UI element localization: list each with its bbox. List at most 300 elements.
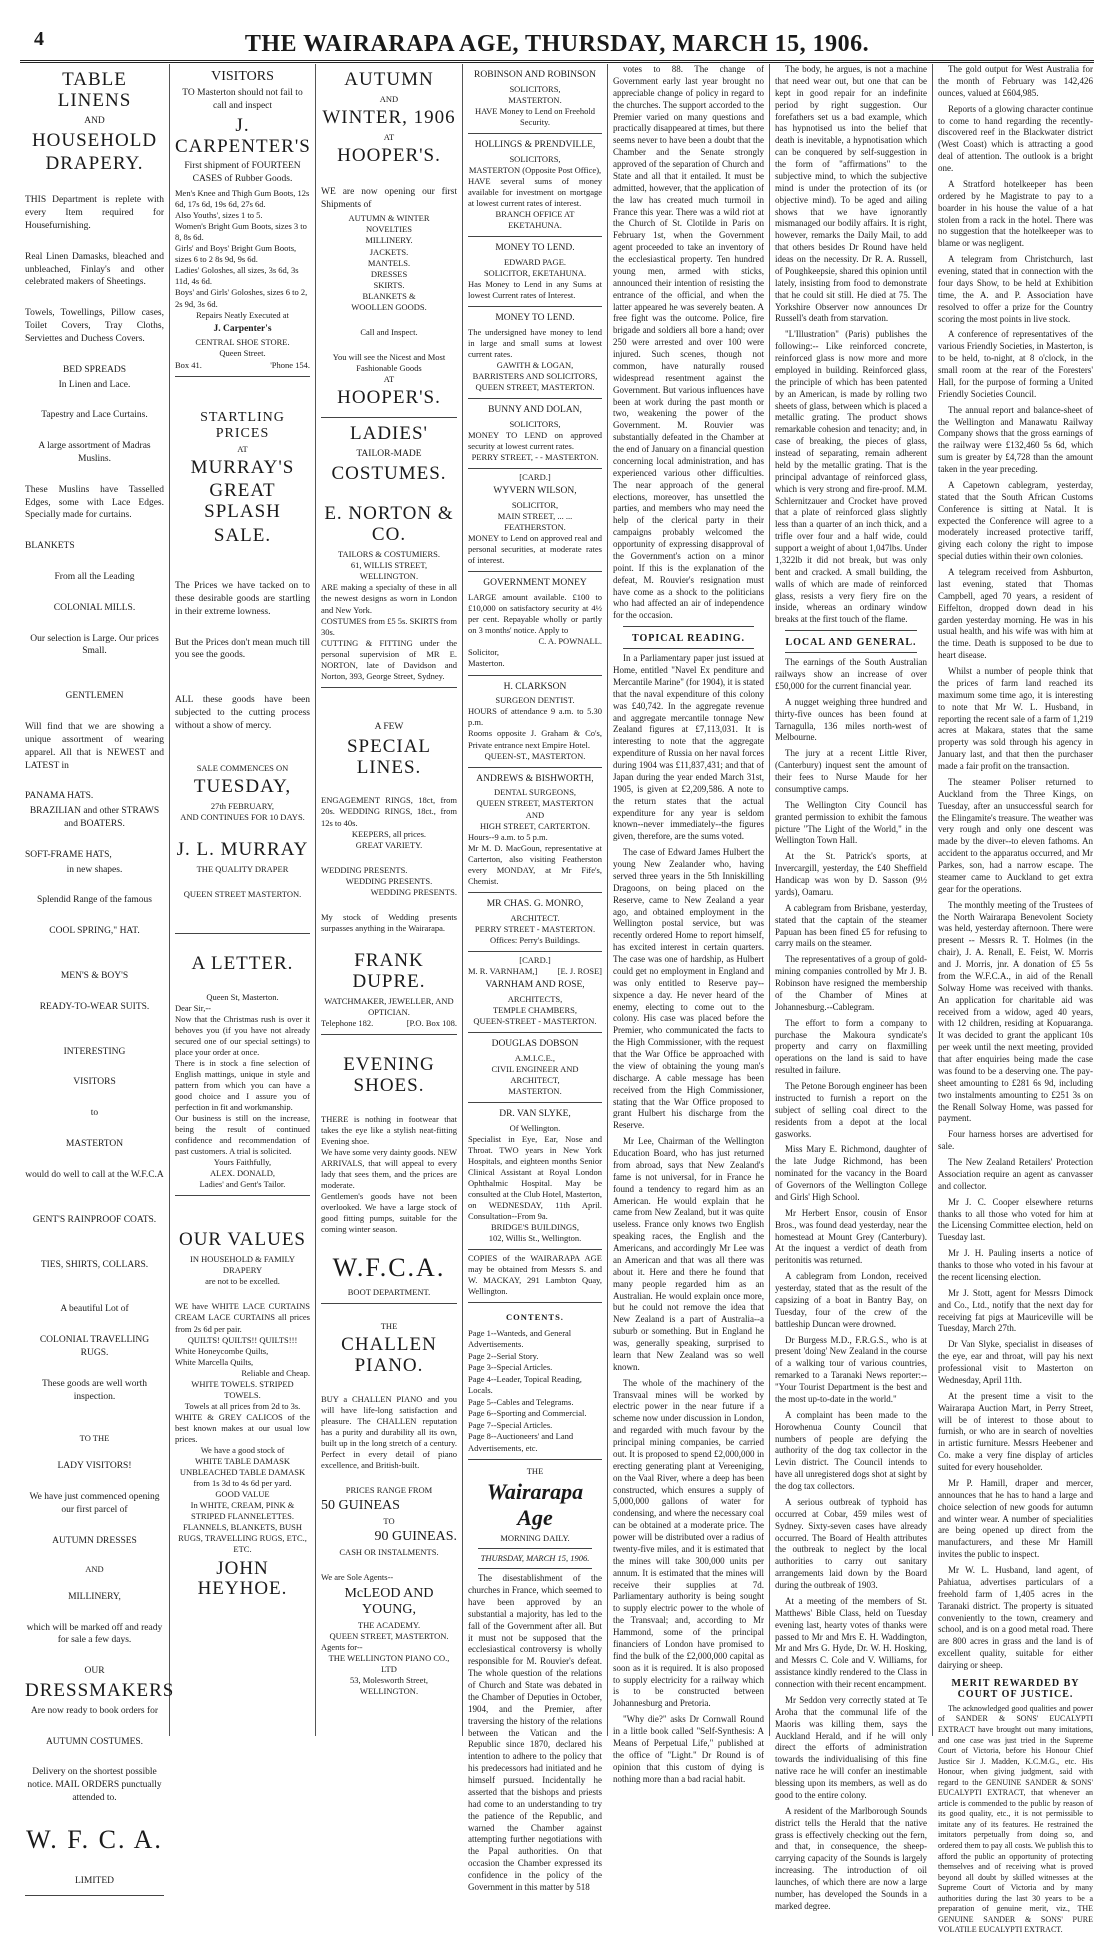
masthead-small: THE — [526, 1465, 544, 1476]
ad-text: BOOT DEPARTMENT. — [347, 1287, 431, 1298]
ad-text: Queen Street. — [219, 348, 266, 359]
article-paragraph: "L'Illustration" (Paris) publishes the following:-- Like reinforced concrete, reinforced glass is now more and more employed in building. Reinforced glass, the principle of which has been patented by an American, is made by rolling two sheets of glass, between which is placed a metallic grating. The product shows remarkable cohesion and tenacity; and, in case of breaking, the pieces of glass, instead of separating, remain adherent held by the metallic grating. That is the principal advantage of reinforced glass, which is very strong and fire-proof. M.M. Schlernitzauer and Crocket have proved that a plate of reinforced glass slightly less than a quarter of an inch thick, and a trifle over four and a half wide, could support a weight of about 1,047lbs. Under 1,322lb it did not break, but was only bent and cracked. A small building, the walls of which are made of reinforced glass, resists a very fiery fire on the inside, whereas an ordinary window breaks at the first touch of the flame. — [775, 329, 927, 625]
ad-text: Agents for-- — [321, 1641, 363, 1652]
ad-text: Our business is still on the increase, being the result of continued confidence and recommendation of past customers. A trial is solicited. — [175, 1113, 310, 1157]
card-text: [CARD.] — [519, 954, 551, 965]
card-text: Hours--9 a.m. to 5 p.m. — [468, 831, 548, 842]
column-2 — [170, 64, 316, 1736]
ad-text: TO THE — [79, 1433, 110, 1444]
masthead — [20, 28, 1094, 63]
ad-heading: W.F.C.A. — [332, 1253, 446, 1283]
ad-heading: MURRAY'S — [190, 456, 295, 478]
ad-heading: EVENING SHOES. — [343, 1053, 435, 1096]
ad-text: First shipment of FOURTEEN CASES of Rubber Goods. — [184, 161, 301, 185]
ad-heading: SALE. — [213, 525, 272, 547]
card-text: HOURS of attendance 9 a.m. to 5.30 p.m. — [468, 706, 602, 728]
local-item: At a meeting of the members of St. Matthews' Bible Class, held on Tuesday evening last, hearty votes of thanks were passed to Mr and Mrs E. H. Waddington, Mr and Mrs G. Hyde, Dr. W. H. Hosking, and Messrs C. Cole and V. Williams, for assistance kindly rendered to the Class in connection with their recent encampment. — [775, 1595, 927, 1689]
ad-text: MANTELS. — [367, 257, 411, 268]
card-heading: HOLLINGS & PRENDVILLE, — [474, 140, 596, 150]
contents-item: Page 3--Special Articles. — [468, 1362, 553, 1373]
ad-text: GREAT VARIETY. — [355, 839, 423, 850]
ad-text: WOOLLEN GOODS. — [351, 301, 427, 312]
ad-text: THE ACADEMY. — [357, 1619, 421, 1630]
ad-text: Yours Faithfully, — [213, 1157, 272, 1168]
local-item: A telegram received from Ashburton, last evening, stated that Thomas Campbell, aged 70 years, a resident of Eiffelton, dropped down dead in his garden yesterday morning. He was in his usual health, and his wife was with him at the time. Death is supposed to be due to heart disease. — [938, 567, 1093, 661]
ad-heading: COSTUMES. — [331, 462, 447, 484]
ad-text: Queen St, Masterton. — [206, 991, 279, 1002]
contents-item: Page 4--Leader, Topical Reading, Locals. — [468, 1373, 582, 1396]
column-5 — [608, 64, 770, 1784]
contents-heading: CONTENTS. — [506, 1312, 564, 1323]
card-text: QUEEN STREET, MASTERTON. — [475, 382, 595, 393]
card-heading: DR. VAN SLYKE, — [499, 1108, 571, 1119]
local-item: Mr P. Hamill, draper and mercer, announces that he has to hand a large and choice selection of new goods for autumn and winter wear. A number of specialities are being opened up direct from the manufacturers, and these Mr Hamill invites the public to inspect. — [938, 1477, 1093, 1560]
local-item: At the present time a visit to the Wairarapa Auction Mart, in Perry Street, will be of interest to those about to furnish, or who are in search of novelties in artistic furniture. Messrs Heebener and Co. make a very fine display of articles suited for every householder. — [938, 1390, 1093, 1472]
card-heading: MONEY TO LEND. — [495, 313, 575, 324]
ad-text: AT — [383, 373, 395, 384]
professional-card — [468, 64, 602, 134]
card-heading: WYVERN WILSON, — [493, 486, 577, 497]
ad-text: BRAZILIAN and other STRAWS and BOATERS. — [29, 806, 160, 829]
wfca-advertisement — [25, 64, 175, 1896]
ad-text: AND — [84, 115, 105, 126]
ad-heading: J. L. MURRAY — [176, 838, 309, 860]
ad-text: TO Masterton should not fail to call and inspect — [182, 88, 303, 111]
ad-heading: OUR VALUES — [178, 1229, 306, 1251]
local-item: The annual report and balance-sheet of the Wellington and Manawatu Railway Company shows that the gross earnings of the railway were £132,460 5s 6d, which sum is greater by £4,728 than the amount taken in the year preceding. — [938, 404, 1093, 474]
ad-text: INTERESTING — [63, 1046, 126, 1057]
contents-box — [468, 1303, 602, 1460]
card-text: Of Wellington. — [509, 1122, 561, 1133]
ad-text: PANAMA HATS. — [25, 791, 94, 802]
contents-item: Page 1--Wanteds, and General Advertisements. — [468, 1327, 572, 1350]
ad-text: KEEPERS, all prices. — [351, 828, 427, 839]
ad-text: Ladies' Goloshes, all sizes, 3s 6d, 3s 11d, 4s 6d. — [175, 265, 299, 287]
card-text: Masterton. — [468, 658, 505, 669]
ad-text: NOVELTIES — [366, 224, 412, 235]
ad-text: Dear Sir,-- — [175, 1002, 212, 1013]
article-paragraph: In a Parliamentary paper just issued at Home, entitled "Navel Ex penditure and Mercantile Marine" (for 1904), it is stated that the naval expenditure of this colony was £40,742. In the aggregate revenue and aggregate mercantile tonnage New Zealand figures at £7,113,031. It is interesting to note that the aggregate expenditure of Russia on her naval forces during 1904 was £11,837,431; and that of Japan during the year ended March 31st, 1905, is given at £2,209,586. A note to the return states that the actual expenditure for any year is seldom known--never immediately--the figures given, therefore, are the sums voted. — [613, 653, 764, 842]
card-text: MONEY to Lend on approved real and personal securities, at moderate rates of interest. — [468, 533, 602, 566]
ad-text: THE QUALITY DRAPER — [196, 863, 289, 874]
ad-heading: FRANK DUPRE. — [352, 949, 426, 992]
card-heading: MONEY TO LEND. — [495, 243, 575, 254]
card-text: CIVIL ENGINEER AND ARCHITECT, — [491, 1063, 579, 1085]
newspaper-title: THE WAIRARAPA AGE, THURSDAY, MARCH 15, 1906. — [244, 30, 870, 57]
card-heading: GOVERNMENT MONEY — [483, 578, 587, 589]
card-text: C. A. POWNALL. — [538, 636, 602, 647]
local-item: The gold output for West Australia for the month of February was 142,426 ounces, valued at £604,985. — [938, 64, 1093, 98]
ad-text: White Marcella Quilts, — [175, 1356, 254, 1367]
local-item: The monthly meeting of the Trustees of the North Wairarapa Benevolent Society was held, yesterday afternoon. There were present -- Messrs R. T. Holmes (in the chair), J. A. Renall, E. Feist, W. Morris and J. Morris, jnr. A donation of £5 5s from the W.F.C.A., in aid of the Renall Solway Home was received with thanks. An application for charitable aid was received from a widow, aged 40 years, with 12 children, residing at Kopuaranga. It was decided to grant the applicant 10s per week until the next meeting, provided that after enquiries being made the case was found to be a deserving one. The pay-sheet amounting to £281 6s 9d, including two instalments amounting to £251 3s on the Renall Solway Home, was passed for payment. — [938, 899, 1093, 1124]
columns — [20, 64, 1098, 1935]
card-text: Rooms opposite J. Graham & Co's, Private entrance next Empire Hotel. — [468, 728, 602, 750]
local-item: A Stratford hotelkeeper has been ordered by he Magistrate to pay to a boarder in his house the value of a hat stolen from a rack in the hotel. There was no suggestion that the hotelkeeper was to blame or was negligent. — [938, 178, 1093, 249]
ad-text: Now that the Christmas rush is over it behoves you (if you have not already secured one of our special settings) to place your order at once. — [175, 1013, 310, 1057]
ad-text: OUR — [84, 1666, 105, 1677]
card-text: QUEEN STREET, MASTERTON — [476, 798, 594, 809]
ad-text: CUTTING & FITTING under the personal supervision of MR E. NORTON, late of Davidson and Norton, 393, George Street, Sydney. — [321, 637, 457, 681]
ad-text: MEN'S & BOY'S — [60, 971, 129, 981]
article-paragraph: "Why die?" asks Dr Cornwall Round in a little book called "Self-Synthesis: A Means of Perpetual Life," published at the office of "Light." Dr Round is of opinion that this custom of dying is nothing more than a bad racial habit. — [613, 1714, 764, 1784]
hoopers-advertisement — [321, 64, 457, 418]
heyhoe-advertisement — [175, 1196, 310, 1608]
local-item: A cablegram from London, received yesterday, stated that as the result of the capsizing of a boat in Bantry Bay, on Tuesday, four of the crew of the battleship Duncan were drowned. — [775, 1271, 927, 1329]
ad-text: AND — [379, 93, 399, 104]
local-item: A cablegram from Brisbane, yesterday, stated that the captain of the steamer Papuan has been fined £5 for refusing to carry mails on the steamer. — [775, 902, 927, 949]
card-text: QUEEN-STREET - MASTERTON. — [473, 1015, 597, 1026]
ad-heading: DRESSMAKERS — [25, 1679, 175, 1701]
contents-item: Page 8--Auctioneers' and Land Advertisements, etc. — [468, 1431, 574, 1453]
ad-heading: CHALLEN PIANO. — [341, 1334, 437, 1377]
ad-text: AUTUMN & WINTER — [348, 213, 430, 224]
ad-text: A FEW — [374, 721, 404, 732]
ad-heading: GREAT SPLASH — [204, 480, 281, 523]
card-text: BRANCH OFFICE AT EKETAHUNA. — [495, 209, 575, 231]
ad-text: would do well to call at the W.F.C.A — [25, 1169, 164, 1180]
card-text: SURGEON DENTIST. — [495, 695, 575, 706]
ad-text: Men's Knee and Thigh Gum Boots, 12s 6d, 17s 6d, 19s 6d, 27s 6d. — [175, 188, 310, 210]
professional-card — [468, 572, 602, 675]
contents-item: Page 2--Serial Story. — [468, 1350, 539, 1361]
ad-text: AUTUMN DRESSES — [52, 1535, 137, 1546]
article-paragraph: Mr Lee, Chairman of the Wellington Education Board, who has just returned from abroad, says that New Zealand's fame is not universal, for in France he found a tendency to regard him as an American. He would explain that he came from New Zealand, but it was quite useless. France only knows two English speaking races, the English and the Americans, and accordingly Mr Lee was an American and that was all there was about it. Here and there he found that many people regarded him as an Australian. He would explain once more, but he could not remove the idea that New Zealand is a part of Australia--a suburb or something. But in England he was, generally speaking, surprised to learn that New Zealand was so well known. — [613, 1136, 764, 1372]
ad-text: Women's Bright Gum Boots, sizes 3 to 8, 8s 6d. — [175, 221, 307, 243]
card-text: SOLICITOR, — [511, 500, 559, 511]
ad-text: GENTLEMEN — [65, 691, 124, 702]
ad-text: THE — [380, 1321, 398, 1332]
ad-text: From all the Leading — [54, 572, 135, 582]
column-6 — [770, 64, 933, 1911]
challen-piano-advertisement — [321, 1304, 457, 1702]
ad-text: You will see the Nicest and Most Fashionable Goods — [332, 351, 446, 373]
ad-text: WEDDING PRESENTS. — [345, 875, 433, 886]
ad-text: White Honeycombe Quilts, — [175, 1345, 269, 1356]
local-item: A complaint has been made to the Horowhenua County Council that numbers of people are defying the authority of the dog tax collector in the Levin district. The Council intends to have all unregistered dogs shot at sight by the dog tax collectors. — [775, 1409, 927, 1491]
ad-text: Also Youths', sizes 1 to 5. — [175, 210, 263, 221]
contents-item: Page 5--Cables and Telegrams. — [468, 1396, 574, 1407]
card-text: The undersigned have money to lend in large and small sums at lowest current rates. — [468, 326, 602, 360]
professional-card — [468, 469, 602, 572]
ad-heading: TABLE LINENS — [57, 69, 132, 111]
ad-text: AT — [383, 131, 395, 142]
card-text: BARRISTERS AND SOLICITORS, — [472, 371, 598, 382]
ad-text: which will be marked off and ready for sale a few days. — [26, 1622, 163, 1646]
local-item: The New Zealand Retailers' Protection Association require an agent as canvasser and collector. — [938, 1157, 1093, 1191]
ad-heading: TUESDAY, — [193, 775, 292, 797]
ad-text: 61, WILLIS STREET, WELLINGTON. — [350, 560, 428, 582]
card-text: HAVE Money to Lend on Freehold Security. — [474, 105, 595, 127]
card-heading: ANDREWS & BISHWORTH, — [476, 773, 594, 784]
card-text: MASTERTON. — [508, 94, 562, 105]
card-text: LARGE amount available. £100 to £10,000 on satisfactory security at 4½ per cent. Repayable wholly or partly on 3 months' notice. Apply to — [468, 592, 602, 636]
card-text: TEMPLE CHAMBERS, — [492, 1004, 578, 1015]
ad-heading: VISITORS — [211, 69, 274, 84]
ad-text: JACKETS. — [369, 246, 409, 257]
column-4 — [463, 64, 608, 1892]
ad-text: LIMITED — [74, 1875, 115, 1886]
ad-text: to — [90, 1108, 99, 1119]
ad-text: Delivery on the shortest possible notice. MAIL ORDERS punctually attended to. — [27, 1767, 162, 1804]
ad-text: McLEOD AND YOUNG, — [344, 1585, 434, 1617]
ad-heading: DRAPERY. — [45, 153, 144, 175]
ad-text: ALEX. DONALD, — [210, 1168, 275, 1179]
local-item: The Petone Borough engineer has been instructed to furnish a report on the subject of selling coal direct to the residents from a depot at the local gasworks. — [775, 1081, 927, 1139]
ad-text: In Linen and Lace. — [58, 379, 131, 390]
ad-text: UNBLEACHED TABLE DAMASK from 1s 3d to 4s 6d per yard. — [179, 1467, 306, 1489]
ad-text: A large assortment of Madras Muslins. — [38, 441, 151, 464]
local-item: Mr J. Stott, agent for Messrs Dimock and Co., Ltd., notify that the next day for receiving fat pigs at Mauriceville will be Tuesday, March 27th. — [938, 1287, 1093, 1334]
editorial — [468, 1466, 602, 1894]
card-text: HIGH STREET, CARTERTON. — [479, 820, 591, 831]
ad-text: Repairs Neatly Executed at — [196, 309, 289, 320]
norton-advertisement — [321, 418, 457, 688]
local-item: A resident of the Marlborough Sounds district tells the Herald that the native grass is effectively checking out the fern, and that, in consequence, the sheep-carrying capacity of the Sounds is largely increasing. The introduction of oil launches, of which there are now a large number, has developed the Sounds in a marked degree. — [775, 1805, 927, 1911]
ad-text: WELLINGTON. — [359, 1685, 419, 1696]
card-heading: MR CHAS. G. MONRO, — [486, 898, 584, 909]
ad-text: A beautiful Lot of — [60, 1304, 129, 1315]
card-text: COPIES of the WAIRARAPA AGE may be obtained from Messrs S. and W. MACKAY, 291 Lambton Quay, Wellington. — [468, 1253, 602, 1297]
ad-text: Ladies' and Gent's Tailor. — [199, 1179, 286, 1190]
ad-text: in new shapes. — [66, 864, 123, 875]
local-item: A serious outbreak of typhoid has occurred at Cobar, 459 miles west of Sydney. Sixty-seven cases have already occurred. The Board of Health attributes the outbreak to neglect by the local authorities to carry out sanitary arrangements laid down by the Board during the outbreak of 1903. — [775, 1496, 927, 1590]
professional-card — [468, 134, 602, 237]
ad-text: J. Carpenter's — [213, 323, 272, 334]
ad-text: Towels, Towellings, Pillow cases, Toilet Covers, Tray Cloths, Serviettes and Duchess Covers. — [25, 308, 164, 344]
ad-heading: SPECIAL LINES. — [346, 735, 432, 778]
ad-heading: AUTUMN — [344, 69, 434, 90]
card-text: GAWITH & LOGAN, — [496, 360, 574, 371]
local-item: The Wellington City Council has granted permission to exhibit the famous picture "The Light of the World," in the Wellington Town Hall. — [775, 799, 927, 846]
card-text: Offices: Perry's Buildings. — [490, 934, 580, 945]
ad-heading: JOHN HEYHOE. — [197, 1557, 288, 1600]
ad-text: ENGAGEMENT RINGS, 18ct, from 20s. WEDDING RINGS, 18ct., from 12s to 40s. — [321, 795, 457, 828]
contents-item: Page 7--Special Articles. — [468, 1419, 553, 1430]
ad-text: Gentlemen's goods have not been overlooked. We have a large stock of good fitting pumps, suitable for the coming winter season. — [321, 1190, 457, 1235]
ad-text: TAILOR-MADE — [356, 448, 422, 459]
ad-text: Real Linen Damasks, bleached and unbleached, Finlay's and other celebrated makers of Sheetings. — [25, 251, 164, 288]
local-item: Mr J. C. Cooper elsewhere returns thanks to all those who voted for him at the Licensing Committee election, held on Tuesday last. — [938, 1196, 1093, 1243]
ad-text: FLANNELS, BLANKETS, BUSH RUGS, TRAVELLING RUGS, ETC., ETC. — [178, 1522, 307, 1555]
masthead-small: MORNING DAILY. — [500, 1533, 570, 1544]
ad-text: MASTERTON — [65, 1139, 124, 1150]
ad-heading: STARTLING PRICES — [200, 409, 285, 441]
card-text: ARCHITECT. — [510, 912, 560, 923]
ad-text: WE have WHITE LACE CURTAINS CREAM LACE CURTAINS all prices from 2s 6d per pair. — [175, 1301, 310, 1334]
card-text: SOLICITORS, — [509, 83, 561, 94]
ad-text: But the Prices don't mean much till you see the goods. — [175, 637, 310, 661]
section-heading: MERIT REWARDED BY COURT OF JUSTICE. — [951, 1677, 1080, 1700]
ad-text: COOL SPRING," HAT. — [49, 926, 140, 937]
ad-heading: W. F. C. A. — [26, 1824, 163, 1854]
ad-text: QUEEN STREET MASTERTON. — [183, 888, 302, 899]
copies-notice — [468, 1250, 602, 1303]
card-text: M. R. VARNHAM,] — [468, 965, 538, 976]
ad-heading: HOUSEHOLD — [31, 129, 158, 151]
ad-text: COLONIAL MILLS. — [53, 602, 136, 613]
ad-text: [P.O. Box 108. — [406, 1017, 457, 1028]
ad-text: IN HOUSEHOLD & FAMILY DRAPERY — [189, 1254, 295, 1276]
ad-text: Call and Inspect. — [360, 326, 418, 337]
local-item: A Capetown cablegram, yesterday, stated that the South African Customs Conference is sitting at Natal. It is expected the Conference will agree to a moderately increased protective tariff, giving each colony the right to impose special duties within their own colonies. — [938, 479, 1093, 562]
ad-text: ARE making a specialty of these in all the newest designs as worn in London and New York. — [321, 582, 457, 615]
local-item: Reports of a glowing character continue to come to hand regarding the recently-discovered reef in the Blackwater district (West Coast) which is attracting a good deal of attention. The outlook is a bright one. — [938, 103, 1093, 173]
local-item: The representatives of a group of gold-mining companies controlled by Mr J. B. Robinson have resigned the membership of the Chamber of Mines at Johannesburg.--Cablegram. — [775, 954, 927, 1012]
page-number: 4 — [34, 28, 44, 50]
card-text: MAIN STREET, ... ... FEATHERSTON. — [497, 511, 573, 533]
card-text: [CARD.] — [519, 472, 551, 483]
ad-text: QUEEN STREET, MASTERTON. — [329, 1630, 449, 1641]
ad-text: TO — [383, 1516, 395, 1527]
ad-text: My stock of Wedding presents surpasses anything in the Wairarapa. — [321, 911, 457, 933]
ad-text: BED SPREADS — [62, 364, 127, 375]
local-item: Miss Mary E. Richmond, daughter of the late Judge Richmond, has been nominated for the vacancy in the Board of Governors of the Wellington College and Girls' High School. — [775, 1144, 927, 1202]
ad-text: LADY VISITORS! — [57, 1461, 132, 1472]
ad-text: Telephone 182. — [321, 1017, 374, 1028]
card-heading: ROBINSON AND ROBINSON — [474, 70, 596, 80]
ad-text: SKIRTS. — [373, 279, 405, 290]
ad-text: WATCHMAKER, JEWELLER, AND OPTICIAN. — [324, 995, 454, 1017]
card-text: Specialist in Eye, Ear, Nose and Throat. TWO years in New York Hospitals, and eighteen months Senior Clinical Assistant at Royal London Ophthalmic Hospital. May be consulted at the Club Hotel, Masterton, on WEDNESDAY, 11th April. Consultation--From 9a. — [468, 1133, 602, 1222]
card-text: PERRY STREET - MASTERTON. — [474, 923, 596, 934]
local-item: A nugget weighing three hundred and thirty-five ounces has been found at Tarnagulla, 136 miles north-west of Melbourne. — [775, 696, 927, 743]
ad-text: AT — [237, 443, 248, 454]
local-item: Dr Burgess M.D., F.R.G.S., who is at present 'doing' New Zealand in the course of a walking tour of various countries, remarked to a Taranaki News reporter:--"Your Tourist Department is the best and the most up-to-date in the world." — [775, 1334, 927, 1404]
local-item: The earnings of the South Australian railways show an increase of over £50,000 for the current financial year. — [775, 657, 927, 691]
ad-text: WE are now opening our first Shipments of — [321, 186, 457, 210]
ad-text: PRICES RANGE FROM — [345, 1485, 433, 1496]
newspaper-nameplate: Wairarapa Age — [486, 1479, 584, 1531]
ad-text: 27th FEBRUARY, — [210, 800, 275, 811]
card-text: A.M.I.C.E., — [514, 1052, 556, 1063]
ad-text: TIES, SHIRTS, COLLARS. — [40, 1259, 149, 1270]
ad-heading: WINTER, 1906 — [322, 106, 456, 128]
ad-text: THERE is nothing in footwear that takes the eye like a stylish neat-fitting Evening shoe. — [321, 1113, 457, 1146]
ad-text: BLANKETS — [25, 541, 75, 552]
card-text: SOLICITORS, — [509, 419, 561, 430]
card-text: BRIDGE'S BUILDINGS, — [491, 1222, 579, 1233]
contents-item: Page 6--Sporting and Commercial. — [468, 1408, 587, 1419]
ad-text: Tapestry and Lace Curtains. — [41, 410, 148, 421]
card-text: EDWARD PAGE. — [503, 256, 567, 267]
ad-text: Girls' and Boys' Bright Gum Boots, sizes 6 to 2 8s 9d, 9s 6d. — [175, 243, 297, 265]
professional-card — [468, 893, 602, 952]
article-paragraph: The whole of the machinery of the Transvaal mines will be worked by electric power in the near future if a scheme now under discussion in London, and regarded with much favour by the principal mining companies, be carried out. It is proposed to spend £2,000,000 in erecting generating plant at Vereeniging, on the Vaal River, where a deep has been constructed, which ensures a supply of 5,000,000 gallons of water for condensing, and where the necessary coal can be obtained at a moderate price. The power will be distributed over a radius of twenty-five miles, and it is estimated that the mines will take 300,000 units per annum. It is estimated that the mines will receive their supplies at 7d. Parliamentary authority is being sought to supply electric power to the whole of the Transvaal; and, according to Mr Hammond, some of the principal financiers of London have promised to find the bulk of the £2,000,000 capital as soon as it is required. It is also proposed to supply electricity for a railway which is to be constructed between Johannesburg and Pretoria. — [613, 1377, 764, 1709]
ad-text: COSTUMES from £5 5s. SKIRTS from 30s. — [321, 615, 457, 637]
dupre-advertisement — [321, 688, 457, 1035]
ad-text: Boys' and Girls' Goloshes, sizes 6 to 2, 2s 9d, 3s 6d. — [175, 287, 308, 309]
card-text: AND — [525, 809, 545, 820]
ad-text: Box 41. — [175, 359, 202, 370]
article-paragraph: The body, he argues, is not a machine that need wear out, but one that can be kept in good repair for an indefinite period by right suggestion. Our forefathers set us a bad example, which has hypnotised us into the belief that death is inevitable, a hypnotisation which can be conquered by self-suggestion in the form of "affirmations" to the subjective mind, to which the subjective mind is under the protection of its (or objective mind). To be aged and ailing shows that we have ignorantly mismanaged our bodily affairs. It is right, however, remarks the Daily Mail, to add that others besides Dr Round have held ideas on the necessity. Dr R. A. Russell, of Poughkeepsie, shared this opinion until lately, insisting from food to demonstrate that he could sit still. He died at 75. The Yorkshire Observer now announces Dr Russell's death from starvation. — [775, 64, 927, 324]
professional-card — [468, 768, 602, 893]
ad-text: QUILTS! QUILTS!! QUILTS!!! — [187, 1334, 298, 1345]
ad-heading: HOOPER'S. — [337, 387, 441, 408]
card-text: MONEY TO LEND on approved security at lowest current rates. — [468, 430, 602, 452]
ad-text: 53, Molesworth Street, — [350, 1674, 428, 1685]
professional-card — [468, 307, 602, 399]
ad-text: ALL these goods have been subjected to the cutting process without a show of mercy. — [175, 695, 310, 731]
ad-text: Towels at all prices from 2d to 3s. — [184, 1400, 301, 1411]
ad-text: 90 GUINEAS. — [374, 1529, 457, 1545]
ad-text: AUTUMN COSTUMES. — [45, 1736, 144, 1747]
card-text: Has Money to Lend in any Sums at lowest Current rates of Interest. — [468, 279, 602, 301]
ad-text: These Muslins have Tasselled Edges, some with Lace Edges. Specially made for curtains. — [25, 484, 164, 521]
local-item: At the St. Patrick's sports, at Invercargill, yesterday, the £40 Sheffield Handicap was won by D. Sasson (9½ yards), Oamaru. — [775, 851, 927, 897]
advertorial-text: The acknowledged good qualities and power of SANDER & SONS' EUCALYPTI EXTRACT have brought out many imitations, and one case was just tried in the Supreme Court of Victoria, before his Honour Chief Justice Sir J. Madden, K.C.M.G., etc. His Honour, when giving judgment, said with regard to the GENUINE SANDER & SONS' EUCALYPTI EXTRACT, that whenever an article is commended to the public by reason of its good quality, etc., it is not permissible to imitate any of its features. He restrained the imitators perpetually from doing so, and ordered them to pay all costs. We publish this to afford the public an opportunity of protecting themselves and of receiving what is proved beyond all doubt by skilled witnesses at the Supreme Court of Victoria and by many authorities during the last 30 years to be a preparation of genuine merit, viz., THE GENUINE SANDER & SONS' PURE VOLATILE EUCALYPTI EXTRACT. — [938, 1703, 1093, 1935]
professional-card — [468, 237, 602, 307]
ad-text: BLANKETS & — [362, 290, 416, 301]
ad-text: Reliable and Cheap. — [241, 1367, 310, 1378]
local-item: Dr Van Slyke, specialist in diseases of the eye, ear and throat, will pay his next professional visit to Masterton on Wednesday, April 11th. — [938, 1339, 1093, 1385]
card-text: Mr M. D. MacGoun, representative at Carterton, also visiting Featherston every MONDAY, at Mr Fife's, Chemist. — [468, 842, 602, 886]
ad-text: MILLINERY. — [365, 235, 413, 246]
editorial-text: The disestablishment of the churches in France, which seemed to have been approved by an substantial a majority, has led to the fall of the Government after all. But it must not be supposed that the ecclesiastical controversy is wholly responsible for M. Rouvier's defeat. The whole question of the relations of Church and State was debated in the Chamber of Deputies in October, 1904, and the Premier, after traversing the history of the relations between the Vatican and the Republic since 1870, declared his intention to adhere to the policy that his predecessors had initiated and he himself pursued. Incidentally he asserted that the bishops and priests had come to an understanding to try the patience of the Republic, and warned the Chamber against attempting further negotiations with the Papal authorities. On that occasion the Chamber expressed its confidence in the policy of the Government in this matter by 518 — [468, 1573, 602, 1892]
ad-text: CASH OR INSTALMENTS. — [339, 1547, 439, 1558]
card-text: SOLICITOR, EKETAHUNA. — [483, 268, 587, 278]
ad-text: AND — [85, 1563, 104, 1574]
card-heading: VARNHAM AND ROSE, — [485, 979, 585, 990]
ad-text: Our selection is Large. Our prices Small. — [30, 633, 159, 657]
ad-text: TAILORS & COSTUMIERS. — [337, 549, 441, 560]
card-text: [E. J. ROSE] — [557, 965, 602, 976]
professional-card — [468, 1103, 602, 1250]
section-heading: TOPICAL READING. — [631, 633, 746, 645]
ad-text: We are Sole Agents-- — [321, 1572, 394, 1583]
local-item: The steamer Poliser returned to Auckland from the Three Kings, on Tuesday, after an unsuccessful search for the Elingamite's treasure. The weather was very rough and only one descent was made by the diver--to eleven fathoms. An accident to the apparatus occurred, and Mr Parkes, son, had a narrow escape. The steamer came to Auckland to get extra gear for the operations. — [938, 776, 1093, 894]
ad-text: DRESSES — [370, 268, 408, 279]
evening-shoes-advertisement — [321, 1035, 457, 1304]
ad-text: COLONIAL TRAVELLING RUGS. — [39, 1335, 150, 1358]
section-heading: LOCAL AND GENERAL. — [785, 637, 917, 649]
editorial-text: votes to 88. The change of Government early last year brought no appreciable change of policy in regard to the churches. The support accorded to the Premier varied on many questions and practically disappeared at times, but there seems never to have been a doubt that the Chamber and the Senate strongly approved of the separation of Church and State and all that it entailed. It must be admitted, however, that the application of the law has created much turmoil in France this year. There was a wild riot at the Church of St. Clotilde in Paris on February 1st, when the Government agent proceeded to take an inventory of the ecclesiastical property. Ten hundred young men, armed with sticks, announced their intention of resisting the entrance of the official, and when the latter appeared he was severely beaten. A free fight was the outcome. Police, fire brigade and soldiers all bore a hand; over 250 were arrested and over 100 were injured. Such scenes, though not common, have naturally roused widespread resentment against the Government. But various influences have been at work during the past month or two, weakening the power of the Government. M. Rouvier was substantially defeated in the Chamber at the end of January on a financial question concerning local administration, and has experienced various other difficulties. The near approach of the general elections, moreover, has unsettled the parties, and members who may need the help of the clerical party in their campaigns probably welcomed the opportunity of expressing disapproval of the Government's action on a minor point. If this is the explanation of the defeat, M. Rouvier's resignation must have come as a shock to the politicians who had affected an air of independence for the occasion. — [613, 64, 764, 621]
local-item: Mr Herbert Ensor, cousin of Ensor Bros., was found dead yesterday, near the homestead at Mount Grey (Canterbury). At the inquest a verdict of death from peritonitis was returned. — [775, 1207, 927, 1266]
letter-advertisement — [175, 934, 310, 1197]
card-text: MASTERTON. — [508, 1085, 562, 1096]
ad-text: The Prices we have tacked on to these desirable goods are startling in their extreme lowness. — [175, 581, 310, 617]
ad-text: Splendid Range of the famous — [36, 895, 153, 906]
local-item: A telegram from Christchurch, last evening, stated that in connection with the four days Show, to be held at Exhibition time, the A. and P. Association have resolved to offer a prize for the Country scoring the most points in live stock. — [938, 254, 1093, 324]
card-heading: DOUGLAS DOBSON — [491, 1038, 579, 1049]
ad-text: WHITE & GREY CALICOS of the best known makes at our usual low prices. — [175, 1411, 310, 1444]
ad-text: WHITE TOWELS. STRIPED TOWELS. — [191, 1378, 294, 1400]
professional-card — [468, 676, 602, 768]
ad-text: are not to be excelled. — [205, 1276, 280, 1287]
card-text: Solicitor, — [468, 647, 500, 658]
article-paragraph: The case of Edward James Hulbert the young New Zealander who, having served three years in the 5th Inniskilling Dragoons, on being placed on the Reserve, came to New Zealand a year ago, and obtained employment in the Wellington postal service, but was recently ordered Home to report himself, has excited interest in certain quarters. The case was one of hardship, as Hulbert could get no employment in England and was only entitled to Reserve pay--sixpence a day. He never heard of the enemy, electing to come out to the colony. His case was placed before the Premier, who communicated the facts to the High Commissioner, with the request that the War Office be approached with the view of obtaining the young man's discharge. A cable message has been received from the High Commissioner, stating that the War Office proposed to grant Hulbert his discharge from the Reserve. — [613, 847, 764, 1131]
ad-text: READY-TO-WEAR SUITS. — [39, 1001, 150, 1012]
ad-text: GENT'S RAINPROOF COATS. — [32, 1214, 157, 1225]
local-item: Whilst a number of people think that the prices of farm land reached its maximum some time ago, it is interesting to note that Mr W. L. Husband, in reporting the recent sale of a farm of 1,219 acres at Makara, states that the same property was sold through his agency in January last, and that then the purchaser made a fair profit on the transaction. — [938, 666, 1093, 771]
card-text: MASTERTON (Opposite Post Office), — [468, 164, 602, 175]
ad-text: WHITE TABLE DAMASK — [194, 1456, 290, 1467]
local-item: The effort to form a company to purchase the Makoura syndicate's property and carry on flaxmilling operations on the land is said to have resulted in failure. — [775, 1017, 927, 1076]
column-3 — [316, 64, 463, 1736]
local-item: Four harness horses are advertised for sale. — [938, 1129, 1093, 1152]
card-text: 102, Willis St., Wellington. — [488, 1233, 582, 1244]
card-text: ARCHITECTS, — [507, 993, 563, 1004]
card-text: DENTAL SURGEONS, — [493, 787, 577, 798]
ad-text: WEDDING PRESENTS. — [321, 864, 408, 875]
ad-text: THIS Department is replete with every Item required for Housefurnishing. — [25, 195, 164, 231]
ad-text: WEDDING PRESENTS. — [370, 886, 457, 897]
card-heading: H. CLARKSON — [503, 681, 567, 692]
local-item: The jury at a recent Little River, (Canterbury) inquest sent the amount of their fees to Nurse Maude for her consumptive camps. — [775, 748, 927, 794]
ad-text: 50 GUINEAS — [321, 1498, 400, 1514]
ad-text: Will find that we are showing a unique assortment of wearing apparel. All that is NEWEST and LATEST in — [25, 722, 164, 771]
ad-heading: E. NORTON & CO. — [324, 503, 454, 546]
ad-heading: HOOPER'S. — [337, 144, 441, 166]
